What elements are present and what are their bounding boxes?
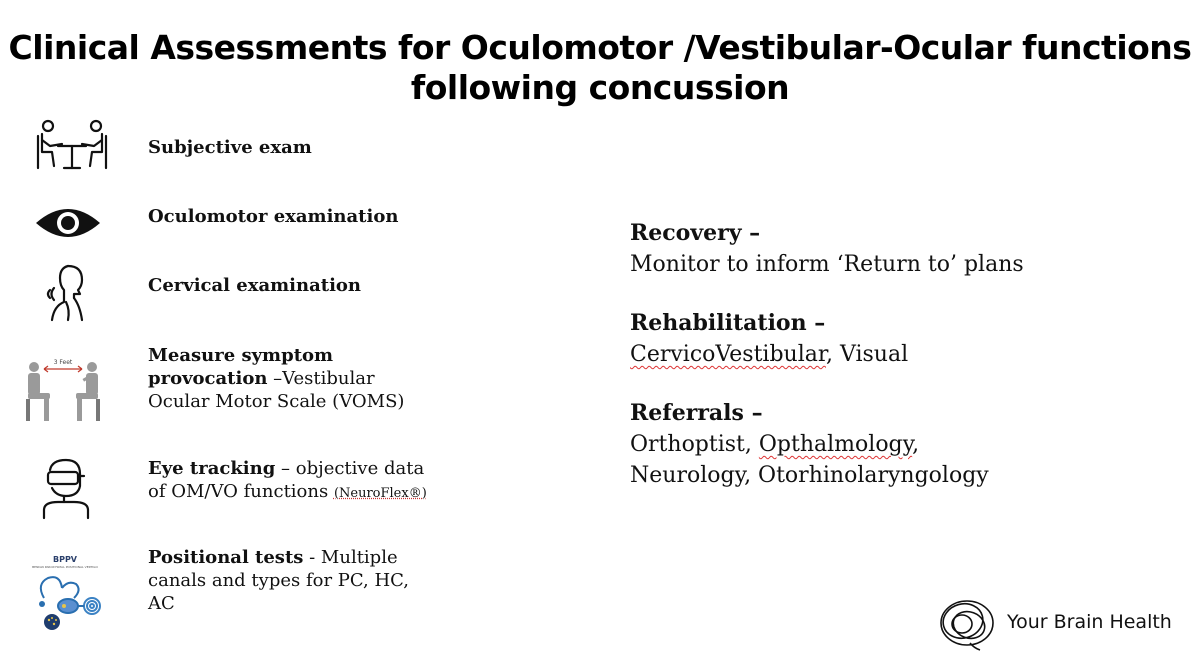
positional-tests-label: Positional tests (148, 547, 304, 568)
bppv-title: BPPV (52, 555, 78, 564)
two-people-at-table-icon (34, 118, 114, 174)
eye-tracking-desc-line1: – objective data (275, 458, 425, 479)
positional-desc-line3: AC (148, 593, 175, 614)
recovery-block (630, 218, 1024, 280)
eye-icon (34, 203, 102, 243)
referrals-body1-a: Orthoptist, (630, 432, 759, 457)
vr-headset-person-icon (38, 456, 94, 520)
cervical-label: Cervical examination (148, 275, 362, 296)
brand-name: Your Brain Health (1007, 611, 1172, 633)
title-line-1: Clinical Assessments for Oculomotor /Vestibular-Ocular functions (8, 28, 1192, 67)
referrals-block (630, 398, 989, 491)
eye-tracking-desc-line2: of OM/VO functions (148, 481, 334, 502)
positional-tests-item (148, 546, 409, 615)
recovery-body: Monitor to inform ‘Return to’ plans (630, 252, 1024, 277)
voms-label-line1: Measure symptom (148, 345, 334, 366)
voms-distance-label: 3 Feet (53, 359, 73, 366)
oculomotor-label: Oculomotor examination (148, 206, 399, 227)
eye-tracking-item (148, 457, 427, 505)
rehabilitation-body-rest: , Visual (825, 342, 909, 367)
recovery-heading: Recovery – (630, 220, 761, 246)
brain-logo-icon (936, 596, 998, 652)
bppv-diagram-icon (22, 554, 108, 634)
slide-title (0, 28, 1200, 108)
title-line-2: following concussion (410, 68, 790, 107)
oculomotor-item (148, 205, 398, 228)
referrals-heading: Referrals – (630, 400, 763, 426)
referrals-body1-b: , (912, 432, 920, 457)
neck-pain-icon (44, 262, 92, 322)
voms-illustration-icon (20, 355, 108, 427)
bppv-subtitle: BENIGN PAROXYSMAL POSITIONAL VERTIGO (32, 565, 98, 569)
rehabilitation-body-underlined: CervicoVestibular (630, 342, 826, 367)
referrals-body2: Neurology, Otorhinolaryngology (630, 463, 989, 488)
referrals-body1-underlined: Opthalmology (758, 432, 913, 457)
cervical-item (148, 274, 361, 297)
voms-label-line2: provocation (148, 368, 268, 389)
rehabilitation-heading: Rehabilitation – (630, 310, 826, 336)
voms-desc-line2: –Vestibular (267, 368, 375, 389)
eye-tracking-label: Eye tracking (148, 458, 276, 479)
subjective-exam-item (148, 136, 312, 159)
neuroflex-label: (NeuroFlex®) (333, 486, 427, 501)
rehabilitation-block (630, 308, 908, 370)
subjective-exam-label: Subjective exam (148, 137, 312, 158)
voms-item (148, 344, 404, 413)
voms-desc-line3: Ocular Motor Scale (VOMS) (148, 391, 405, 412)
positional-desc-line2: canals and types for PC, HC, (148, 570, 410, 591)
positional-desc-line1: - Multiple (303, 547, 398, 568)
